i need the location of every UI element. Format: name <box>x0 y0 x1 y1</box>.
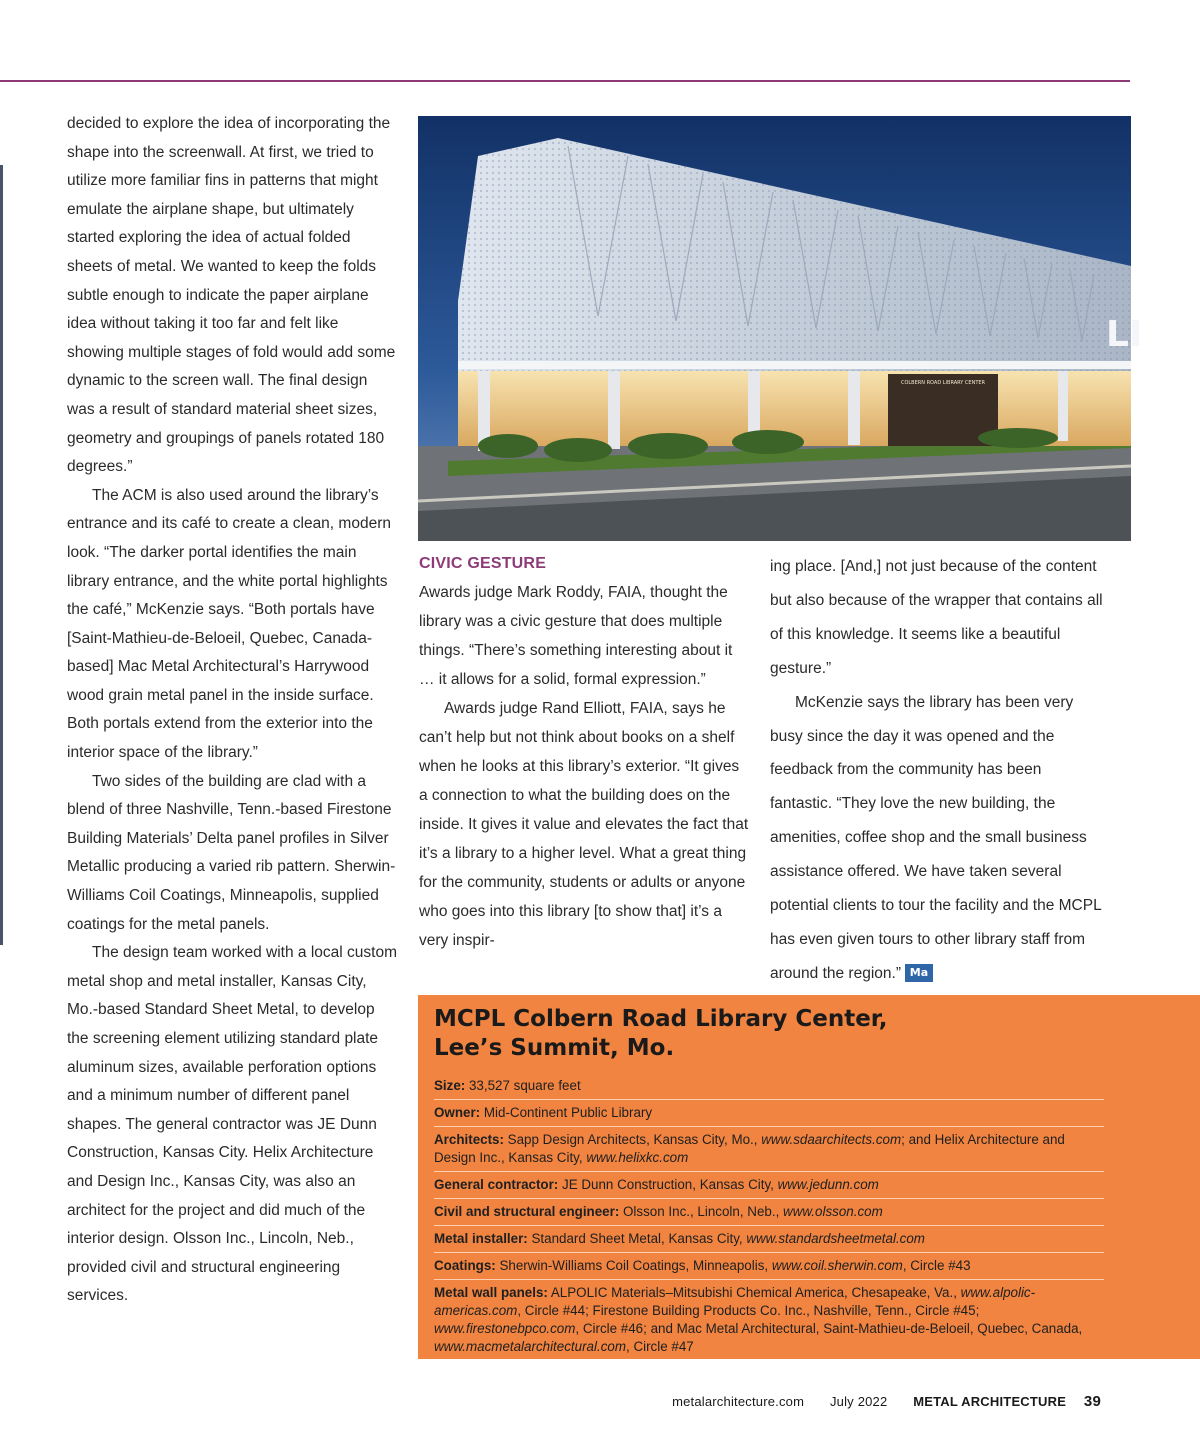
spec-label: General contractor: <box>434 1177 559 1192</box>
spec-website: www.firestonebpco.com <box>434 1321 576 1336</box>
spec-label: Owner: <box>434 1105 481 1120</box>
body-paragraph: McKenzie says the library has been very busy since the day it was opened and the feedback from the community has been fantastic. “They love the new building, the amenities, coffee shop and the small business assistance offered. We have taken several potential clients to tour the facility and the MCPL has even given tours to other library staff from around the region.” Ma <box>770 693 1102 982</box>
spec-value: Mid-Continent Public Library <box>480 1105 653 1120</box>
photo-sign: COLBERN ROAD LIBRARY CENTER <box>900 380 986 386</box>
spec-value: JE Dunn Construction, Kansas City, <box>558 1177 778 1192</box>
body-paragraph: Awards judge Mark Roddy, FAIA, thought the library was a civic gesture that does multiple things. “There’s something interesting about it … it allows for a solid, formal expression.” <box>419 584 733 688</box>
spec-label: Architects: <box>434 1132 504 1147</box>
spec-value: Olsson Inc., Lincoln, Neb., <box>619 1204 784 1219</box>
spec-value: , Circle #47 <box>626 1339 694 1354</box>
right-column <box>770 550 1105 991</box>
spec-website: www.alpolic-americas.com <box>434 1285 1036 1318</box>
spec-row <box>434 1127 1104 1172</box>
spec-label: Metal installer: <box>434 1231 528 1246</box>
end-mark-icon: Ma <box>905 964 933 982</box>
photo-letters: LI <box>1106 314 1143 355</box>
library-photo-illustration <box>418 116 1143 541</box>
spec-value: , Circle #46; and Mac Metal Architectural, Saint-Mathieu-de-Beloeil, Quebec, Canada, <box>575 1321 1083 1336</box>
spec-row <box>434 1100 1104 1127</box>
spec-website: www.coil.sherwin.com <box>771 1258 903 1273</box>
spec-title-line-2: Lee’s Summit, Mo. <box>434 1035 675 1061</box>
spec-value: Standard Sheet Metal, Kansas City, <box>527 1231 747 1246</box>
body-paragraph: Two sides of the building are clad with a blend of three Nashville, Tenn.-based Firestone Building Materials’ Delta panel profiles in Silver Metallic producing a varied rib pattern. Sherwin-Williams Coil Coatings, Minneapolis, supplied coatings for the metal panels. <box>67 772 396 933</box>
body-paragraph: ing place. [And,] not just because of the content but also because of the wrapper that contains all of this knowledge. It seems like a beautiful gesture.” <box>770 558 1103 677</box>
left-column <box>67 110 399 1311</box>
page-footer <box>650 1393 1101 1410</box>
spec-label: Civil and structural engineer: <box>434 1204 620 1219</box>
body-paragraph: The design team worked with a local custom metal shop and metal installer, Kansas City, Mo.-based Standard Sheet Metal, to develop the screening element utilizing standard plate aluminum sizes, available perforation options and a minimum number of different panel shapes. The general contractor was JE Dunn Construction, Kansas City. Helix Architecture and Design Inc., Kansas City, was also an architect for the project and did much of the interior design. Olsson Inc., Lincoln, Neb., provided civil and structural engineering services. <box>67 944 397 1305</box>
spec-row <box>434 1199 1104 1226</box>
spec-website: www.standardsheetmetal.com <box>746 1231 925 1246</box>
library-photo <box>418 116 1143 541</box>
spec-website: www.macmetalarchitectural.com <box>434 1339 626 1354</box>
facing-page-edge <box>0 165 3 945</box>
footer-magazine: METAL ARCHITECTURE <box>913 1394 1067 1409</box>
spec-value: ; and Helix Architecture and Design Inc., Kansas City, <box>434 1132 1065 1165</box>
project-spec-box <box>418 995 1200 1359</box>
body-paragraph: Awards judge Rand Elliott, FAIA, says he can’t help but not think about books on a shelf when he looks at this library’s exterior. “It gives a connection to what the building does on the inside. It gives it value and elevates the fact that it’s a library to a higher level. What a great thing for the community, students or adults or anyone who goes into this library [to show that] it’s a very inspir- <box>419 700 749 949</box>
section-heading: CIVIC GESTURE <box>419 555 547 572</box>
spec-label: Size: <box>434 1078 466 1093</box>
body-paragraph: decided to explore the idea of incorporating the shape into the screenwall. At first, we tried to utilize more familiar fins in patterns that might emulate the airplane shape, but ultimately started exploring the idea of actual folded sheets of metal. We wanted to keep the folds subtle enough to indicate the paper airplane idea without taking it too far and felt like showing multiple stages of fold would add some dynamic to the screen wall. The final design was a result of standard material sheet sizes, geometry and groupings of panels rotated 180 degrees.” <box>67 115 396 476</box>
spec-title-line-1: MCPL Colbern Road Library Center, <box>434 1006 888 1032</box>
spec-row <box>434 1280 1104 1360</box>
page-number: 39 <box>1083 1393 1101 1410</box>
spec-value: Sherwin-Williams Coil Coatings, Minneapolis, <box>495 1258 772 1273</box>
spec-label: Coatings: <box>434 1258 496 1273</box>
spec-value: , Circle #44; Firestone Building Products Co. Inc., Nashville, Tenn., Circle #45; <box>517 1303 980 1318</box>
spec-value: ALPOLIC Materials–Mitsubishi Chemical America, Chesapeake, Va., <box>547 1285 961 1300</box>
spec-row <box>434 1172 1104 1199</box>
spec-row <box>434 1226 1104 1253</box>
spec-row <box>434 1253 1104 1280</box>
footer-website: metalarchitecture.com <box>672 1394 805 1409</box>
spec-value: Sapp Design Architects, Kansas City, Mo., <box>503 1132 762 1147</box>
spec-website: www.jedunn.com <box>777 1177 879 1192</box>
spec-website: www.olsson.com <box>783 1204 883 1219</box>
spec-website: www.sdaarchitects.com <box>761 1132 902 1147</box>
spec-value: 33,527 square feet <box>465 1078 581 1093</box>
spec-label: Metal wall panels: <box>434 1285 548 1300</box>
spec-value: , Circle #43 <box>902 1258 971 1273</box>
spec-website: www.helixkc.com <box>586 1150 689 1165</box>
top-rule <box>0 80 1130 82</box>
middle-column <box>419 552 749 955</box>
body-paragraph: The ACM is also used around the library’s entrance and its café to create a clean, modern look. “The darker portal identifies the main library entrance, and the white portal highlights the café,” McKenzie says. “Both portals have [Saint-Mathieu-de-Beloeil, Quebec, Canada-based] Mac Metal Architectural’s Harrywood wood grain metal panel in the inside surface. Both portals extend from the exterior into the interior space of the library.” <box>67 486 391 762</box>
spec-row <box>434 1073 1104 1100</box>
spec-box-title <box>434 1005 1104 1063</box>
footer-issue: July 2022 <box>829 1394 888 1409</box>
